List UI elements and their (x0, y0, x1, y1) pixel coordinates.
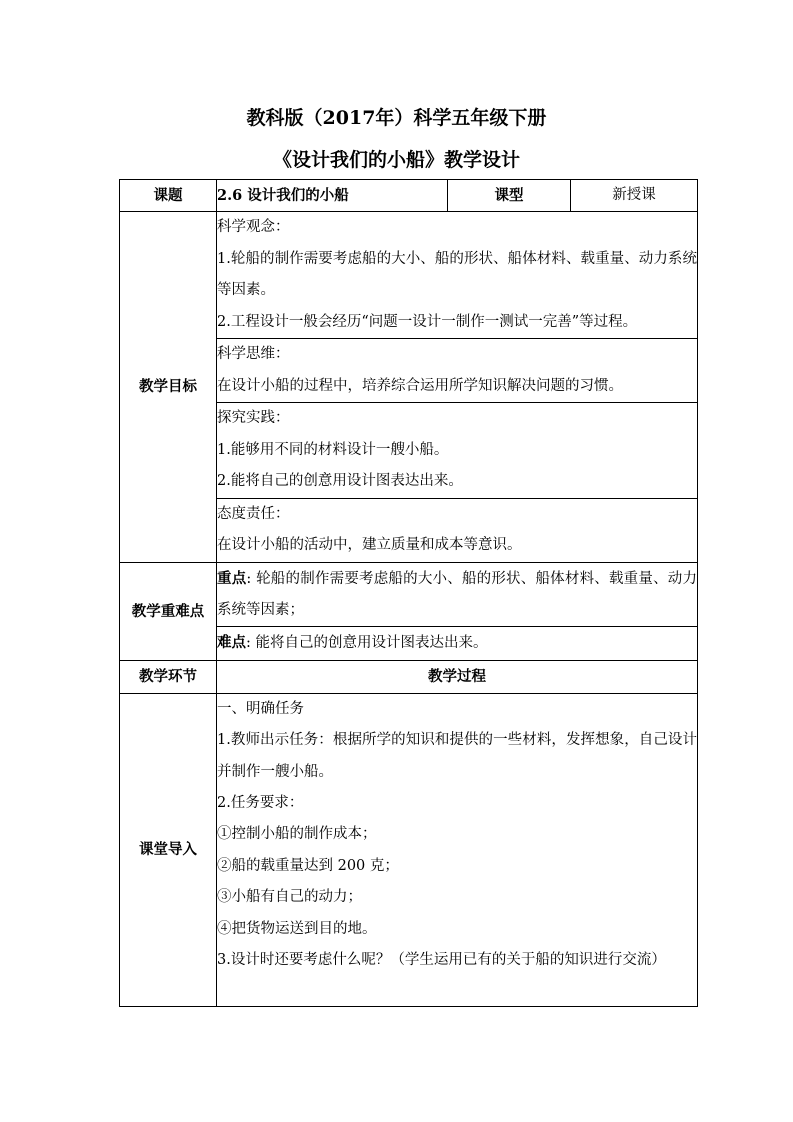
keypoints-label-cell: 教学重难点 (120, 562, 217, 660)
attitude-heading: 态度责任： (217, 505, 290, 522)
key-point-label: 重点 (217, 569, 247, 587)
intro-line-1: 一、明确任务 (217, 700, 304, 717)
intro-line-4: ①控制小船的制作成本； (217, 826, 377, 843)
document-title: 教科版（2017年）科学五年级下册 (246, 107, 547, 129)
intro-line-7: ④把货物运送到目的地。 (217, 920, 377, 937)
concept-item-1: 1.轮船的制作需要考虑船的大小、船的形状、船体材料、载重量、动力系统等因素。 (217, 250, 697, 299)
keypoints-key-cell (217, 562, 698, 627)
concept-heading: 科学观念： (217, 219, 290, 236)
hard-point-body: : 能将自己的创意用设计图表达出来。 (246, 635, 488, 652)
keypoints-hard-cell (217, 627, 698, 660)
topic-value-cell: 2.6 设计我们的小船 (217, 180, 448, 212)
attitude-item-1: 在设计小船的活动中，建立质量和成本等意识。 (217, 537, 522, 554)
lesson-plan-table (119, 179, 698, 1007)
table-row-topic (120, 180, 698, 212)
table-row-keypoints (120, 562, 698, 627)
objectives-concept-cell (217, 212, 698, 339)
intro-line-5: ②船的载重量达到 200 克； (217, 857, 399, 874)
objectives-attitude-cell (217, 498, 698, 562)
intro-line-6: ③小船有自己的动力； (217, 889, 362, 906)
hard-point-label: 难点 (217, 634, 246, 652)
table-row-objectives-concept (120, 212, 698, 339)
objectives-label-cell: 教学目标 (120, 212, 217, 562)
topic-label-cell: 课题 (120, 180, 217, 212)
type-value-cell: 新授课 (571, 180, 698, 212)
table-row-header (120, 660, 698, 693)
intro-line-2: 1.教师出示任务：根据所学的知识和提供的一些材料，发挥想象，自己设计并制作一艘小船。 (217, 732, 697, 780)
key-point-body: : 轮船的制作需要考虑船的大小、船的形状、船体材料、载重量、动力系统等因素； (217, 570, 697, 619)
intro-content-cell (217, 693, 698, 1006)
practice-item-1: 1.能够用不同的材料设计一艘小船。 (217, 441, 449, 458)
objectives-practice-cell (217, 403, 698, 498)
type-label-cell: 课型 (448, 180, 571, 212)
concept-item-2: 2.工程设计一般会经历“问题一设计一制作一测试一完善”等过程。 (217, 313, 638, 330)
document-subtitle: 《设计我们的小船》教学设计 (272, 149, 520, 171)
intro-line-3: 2.任务要求： (217, 795, 304, 812)
thinking-item-1: 在设计小船的过程中，培养综合运用所学知识解决问题的习惯。 (217, 377, 623, 394)
thinking-heading: 科学思维： (217, 346, 290, 363)
key-point-text (217, 563, 697, 627)
process-header-cell: 教学过程 (217, 660, 698, 693)
intro-line-8: 3.设计时还要考虑什么呢？（学生运用已有的关于船的知识进行交流） (217, 952, 666, 969)
objectives-thinking-cell (217, 339, 698, 403)
stage-header-cell: 教学环节 (120, 660, 217, 693)
practice-heading: 探究实践： (217, 410, 290, 427)
practice-item-2: 2.能将自己的创意用设计图表达出来。 (217, 473, 463, 490)
intro-label-cell: 课堂导入 (120, 693, 217, 1006)
hard-point-text (217, 627, 697, 659)
table-row-intro (120, 693, 698, 1006)
